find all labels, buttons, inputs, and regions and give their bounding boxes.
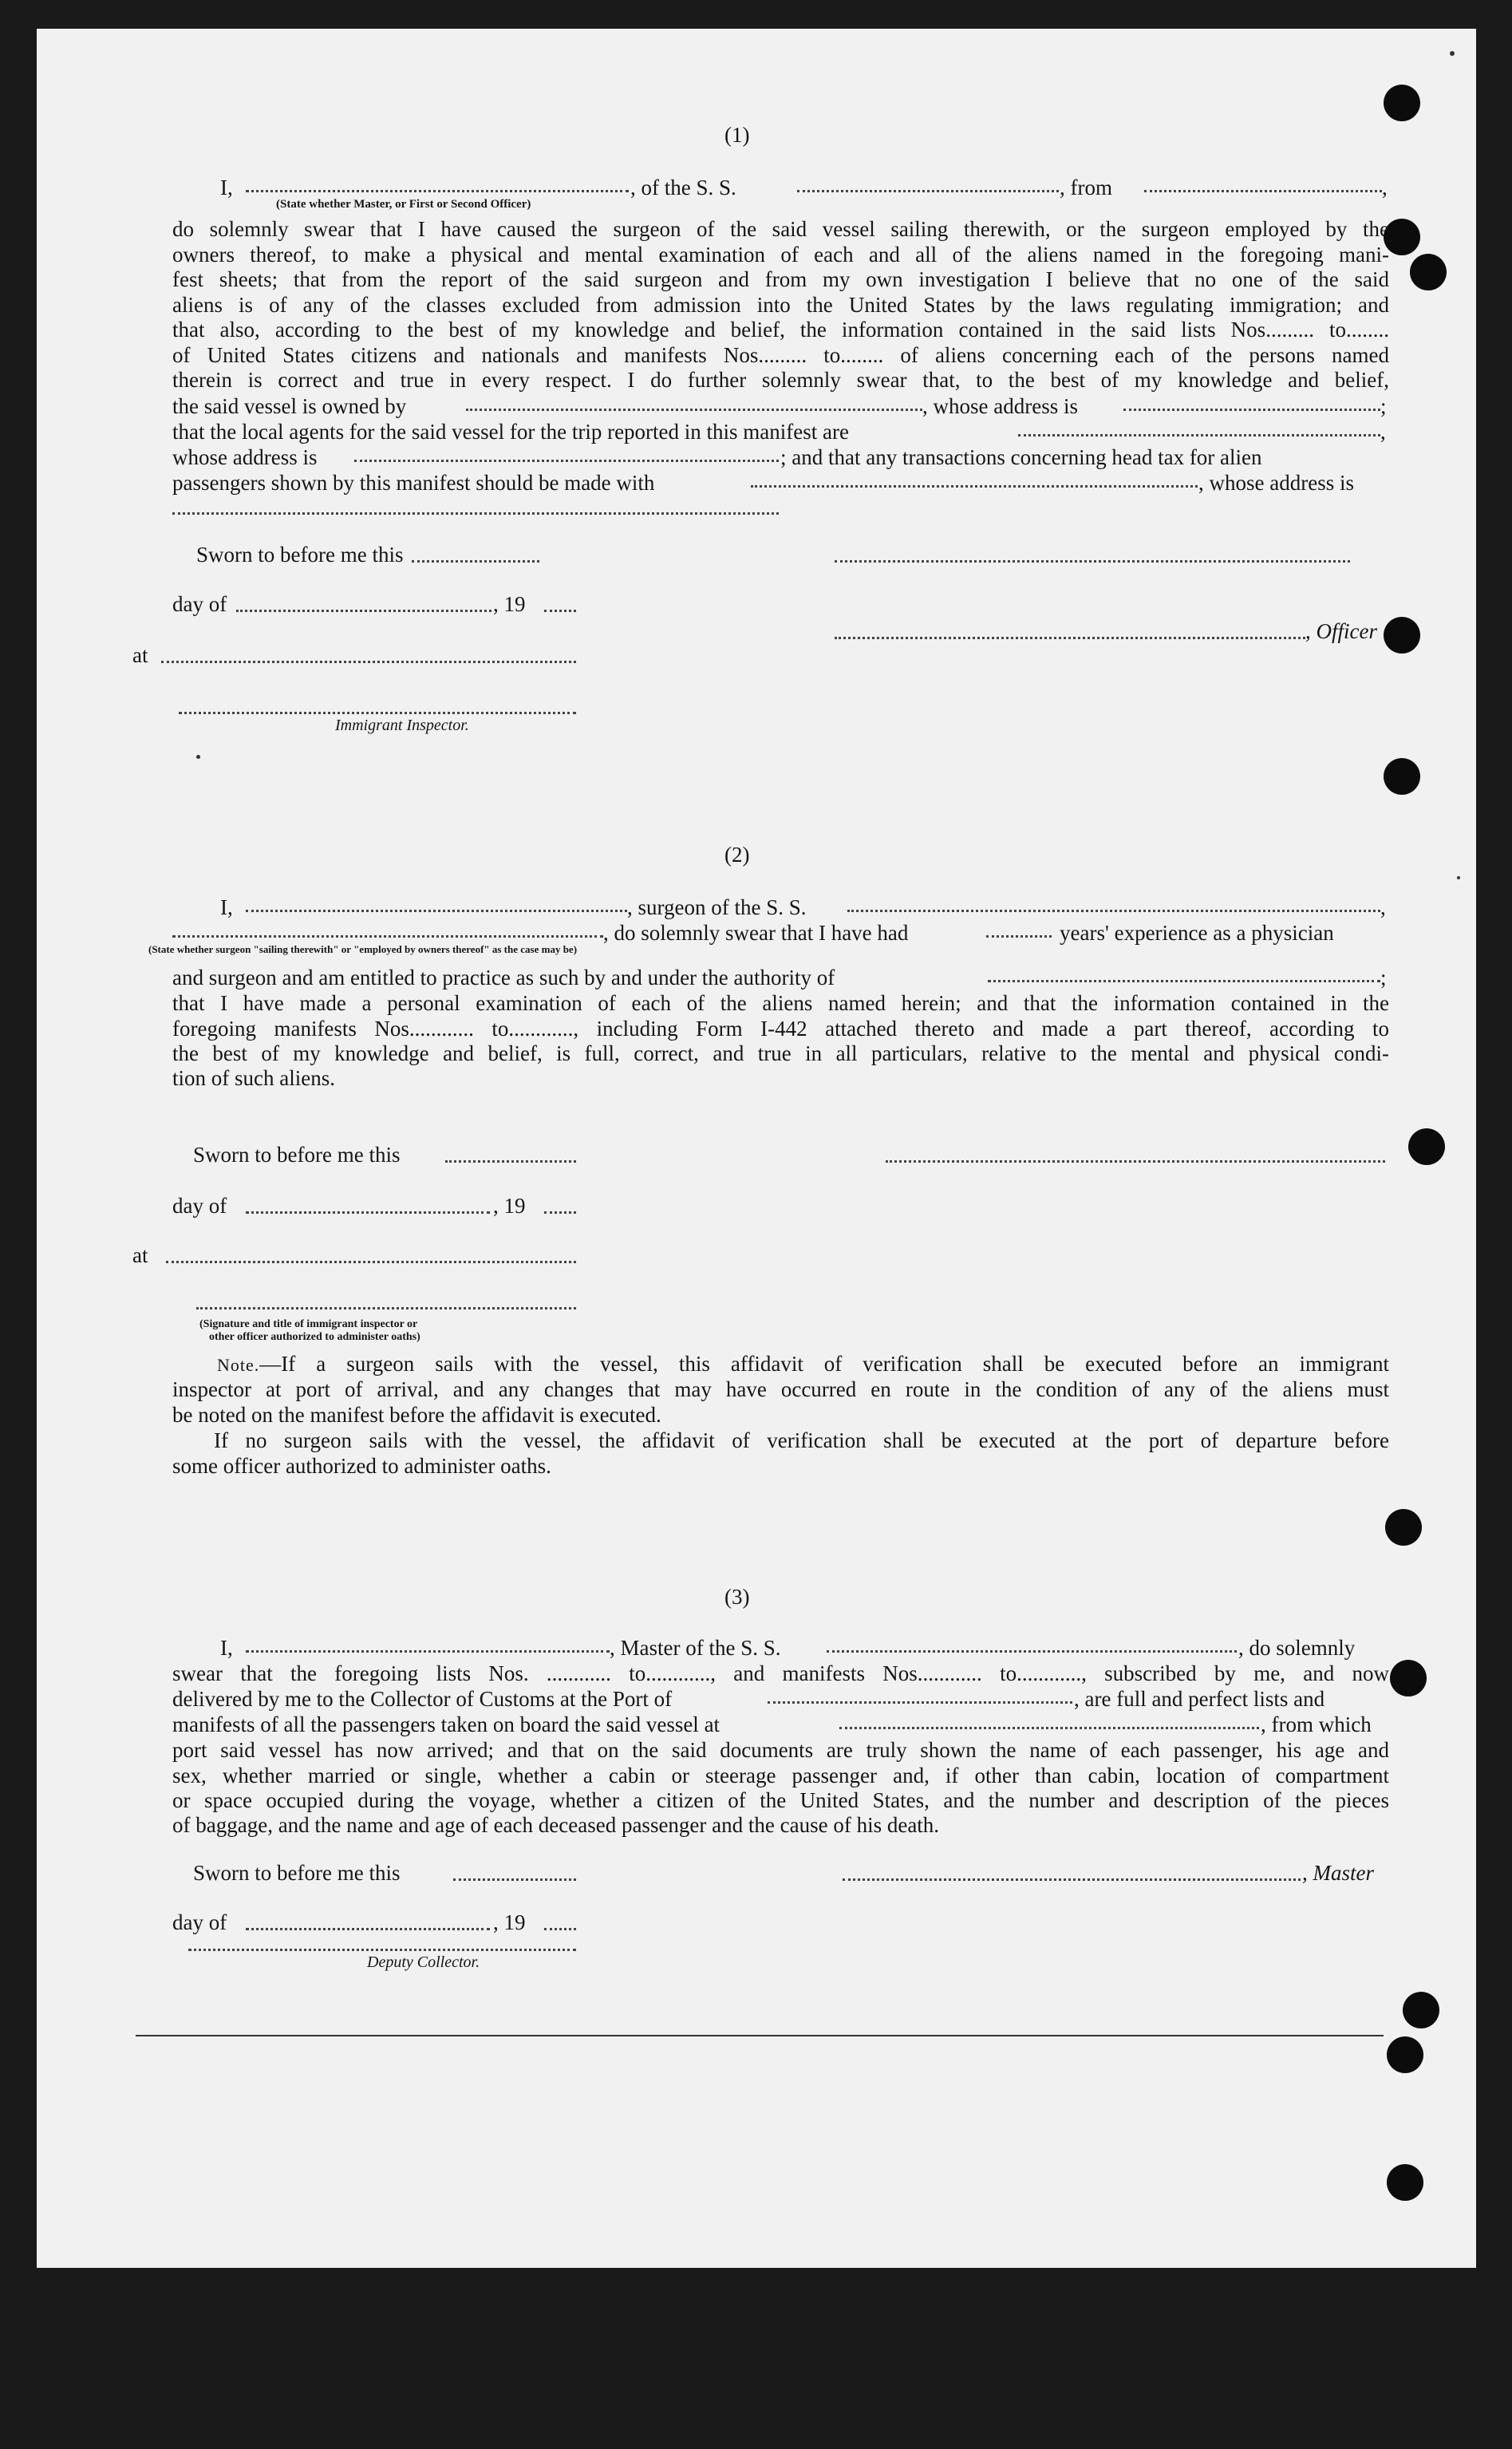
day-of-label: day of bbox=[172, 1194, 227, 1218]
surgeon-signature-field[interactable] bbox=[886, 1159, 1385, 1163]
officer-signature-field[interactable] bbox=[835, 559, 1350, 563]
punch-hole bbox=[1384, 758, 1420, 795]
swear-lists-line: swear that the foregoing lists Nos. ............ to............, and manifests Nos............ to............, subscribed by me, and now bbox=[172, 1661, 1389, 1685]
no-surgeon-last: some officer authorized to administer oaths. bbox=[172, 1454, 551, 1478]
surgeon-of-ss-label: , surgeon of the S. S. bbox=[627, 895, 807, 919]
agents-address-field[interactable] bbox=[354, 455, 779, 462]
years-experience-label: years' experience as a physician bbox=[1060, 921, 1334, 945]
deputy-caption: Deputy Collector. bbox=[367, 1953, 480, 1971]
body-line: aliens is of any of the classes excluded from admission into the United States by the laws regulating immigration; and bbox=[172, 292, 1389, 317]
note-line-2: inspector at port of arrival, and any changes that may have occurred en route in the condition of any of the aliens must bbox=[172, 1377, 1389, 1401]
no-surgeon-text: If no surgeon sails with the vessel, the affidavit of verification shall be executed at the port of departure before bbox=[214, 1428, 1389, 1452]
authority-label: and surgeon and am entitled to practice as such by and under the authority of bbox=[172, 966, 835, 989]
officer-label bbox=[1305, 619, 1377, 644]
delivered-line bbox=[172, 1687, 1389, 1712]
body-line: that I have made a personal examination of each of the aliens named herein; and that the information contained in the bbox=[172, 991, 1389, 1015]
local-agents-label: that the local agents for the said vessel for the trip reported in this manifest are bbox=[172, 420, 849, 444]
do-solemnly-label: , do solemnly swear that I have had bbox=[603, 921, 909, 945]
delivered-label: delivered by me to the Collector of Customs at the Port of bbox=[172, 1687, 673, 1711]
section-1-number: (1) bbox=[724, 123, 750, 147]
inspector-signature-field[interactable] bbox=[196, 1305, 576, 1309]
local-agents-line: that the local agents for the said vessel for the trip reported in this manifest are , bbox=[172, 420, 1386, 444]
body-line: do solemnly swear that I have caused the surgeon of the said vessel sailing therewith, or the surgeon employed by the bbox=[172, 217, 1389, 241]
whose-address-label: , whose address is bbox=[922, 394, 1078, 418]
pronoun-i: I, bbox=[220, 1636, 233, 1660]
pronoun-i: I, bbox=[220, 176, 233, 199]
agents-field[interactable] bbox=[1018, 429, 1380, 436]
section-3-number: (3) bbox=[724, 1585, 750, 1609]
body-line: the best of my knowledge and belief, is full, correct, and true in all particulars, relative to the mental and physical condi- bbox=[172, 1041, 1389, 1065]
body-line: foregoing manifests Nos............ to............, including Form I-442 attached thereto and made a part thereof, according to bbox=[172, 1016, 1389, 1041]
year-field[interactable] bbox=[544, 1926, 576, 1930]
year-label: , 19 bbox=[493, 1194, 526, 1218]
master-name-field[interactable] bbox=[246, 1645, 610, 1653]
note-line-1 bbox=[172, 1352, 1389, 1378]
whose-address-end: , whose address is bbox=[1198, 471, 1354, 495]
at-label: at bbox=[132, 1243, 148, 1267]
from-which-label: , from which bbox=[1261, 1712, 1372, 1736]
year-field[interactable] bbox=[544, 608, 576, 612]
punch-hole bbox=[1408, 1128, 1445, 1165]
body-line: therein is correct and true in every respect. I do further solemnly swear that, to the best of my knowledge and belief, bbox=[172, 368, 1389, 392]
month-field[interactable] bbox=[236, 608, 491, 612]
note-text: —If a surgeon sails with the vessel, this affidavit of verification shall be executed before an immigrant bbox=[259, 1352, 1389, 1376]
section-3-body bbox=[172, 1738, 1389, 1814]
agents-address-line bbox=[172, 445, 1389, 471]
officer-caption: (State whether Master, or First or Second Officer) bbox=[276, 198, 531, 211]
speck bbox=[196, 755, 200, 759]
master-of-ss-label: , Master of the S. S. bbox=[610, 1636, 781, 1660]
authority-line: and surgeon and am entitled to practice as such by and under the authority of ; bbox=[172, 966, 1387, 989]
section-2-number: (2) bbox=[724, 843, 750, 867]
punch-hole bbox=[1385, 1509, 1422, 1546]
at-place-field[interactable] bbox=[166, 1259, 576, 1263]
master-signature-field[interactable] bbox=[843, 1877, 1301, 1881]
body-line: of United States citizens and nationals and manifests Nos......... to........ of aliens concerning each of the persons named bbox=[172, 342, 1389, 367]
no-surgeon-line bbox=[172, 1428, 1389, 1454]
head-tax-contact-field[interactable] bbox=[751, 480, 1198, 488]
contact-address-field[interactable] bbox=[172, 511, 779, 515]
sworn-day-field[interactable] bbox=[412, 559, 539, 563]
sworn-label: Sworn to before me this bbox=[193, 1143, 401, 1167]
owned-by-label: the said vessel is owned by bbox=[172, 394, 407, 418]
bottom-divider bbox=[136, 2035, 1384, 2036]
pronoun-i: I, bbox=[220, 895, 233, 919]
passengers-text: passengers shown by this manifest should be made with bbox=[172, 471, 655, 495]
surgeon-vessel-field[interactable] bbox=[847, 905, 1380, 912]
body-line: or space occupied during the voyage, whether a citizen of the United States, and the number and description of the pieces bbox=[172, 1788, 1389, 1812]
punch-hole bbox=[1390, 1660, 1427, 1697]
surgeon-name-field[interactable] bbox=[246, 905, 627, 912]
section-1-body bbox=[172, 217, 1389, 393]
from-port-field[interactable] bbox=[1144, 185, 1382, 192]
sworn-day-field[interactable] bbox=[445, 1159, 576, 1163]
passengers-line bbox=[172, 471, 1389, 496]
owner-address-field[interactable] bbox=[1123, 404, 1380, 411]
full-perfect-label: , are full and perfect lists and bbox=[1074, 1687, 1325, 1711]
officer-text: , Officer bbox=[1305, 619, 1377, 643]
form-page: (1) I, , of the S. S. , from , (State whether Master, or First or Second Officer) do solemnly swear that I have caused the surgeon of the said vessel sailing therewith, or the surgeon employed by the owners thereof, to make a physical and mental examination of each and all of the aliens named in the foregoing mani- fest sheets; that from the report of the said surgeon and from my own investigation I believe that no one of the said aliens is of any of the classes excluded from admission into the United States by the laws regulating immigration; and that also, according to the best of my knowledge and belief, the information contained in the said lists Nos......... to........ of United States citizens and nationals and manifests Nos......... to........ of aliens concerning each of the persons named therein is correct and true in every respect. I do further solemnly swear that, to the best of my knowledge and belief, the said vessel is owned by , whose address is ; that the local agents for the said vessel for the trip reported in this manifest are , whose address is ; and that any transactions concerning head tax for alien passengers shown by this manifest should be made with , whose address is Sworn to before me this day of , 19 , Officer at Immigrant Inspector. (2) I, , surgeon of the S. S. , , do solemnly swear that I have had years' experience as a physician (State whether surgeon "sailing therewith" or "employed by owners thereof" as the case may be) and surgeon and am entitled to practice as such by and under the authority of ; that I have made a personal examination of each of the aliens named herein; and that the information contained in the foregoing manifests Nos............ to............, including Form I-442 attached thereto and made a part thereof, according to the best of my knowledge and belief, is full, correct, and true in all particulars, relative to the mental and physical condi- tion of such aliens. Sworn to before me this day of , 19 at (Signature and title of immigrant inspector or other officer authorized to administer oaths) Note.—If a surgeon sails with the vessel, this affidavit of verification shall be executed before an immigrant inspector at port of arrival, and any changes that may have occurred en route in the condition of any of the aliens must be noted on the manifest before the affidavit is executed. If no surgeon sails with the vessel, the affidavit of verification shall be executed at the port of departure before some officer authorized to administer oaths. (3) I, , Master of the S. S. , do solemnly swear that the foregoing lists Nos. ............ to............, and manifests Nos............ to............, subscribed by me, and now delivered by me to the Collector of Customs at the Port of , are full and perfect lists and manifests of all the passengers taken on board the said vessel at , from which port said vessel has now arrived; and that on the said documents are truly shown the name of each passenger, his age and sex, whether married or single, whether a cabin or steerage passenger and, if other than cabin, location of compartment or space occupied during the voyage, whether a citizen of the United States, and the number and description of the pieces of baggage, and the name and age of each deceased passenger and the cause of his death. Sworn to before me this , Master day of , 19 Deputy Collector. bbox=[37, 29, 1476, 2268]
of-ss-label: , of the S. S. bbox=[630, 176, 736, 199]
section-3-last-line: of baggage, and the name and age of each deceased passenger and the cause of his death. bbox=[172, 1813, 940, 1837]
speck bbox=[1457, 876, 1460, 879]
at-place-field[interactable] bbox=[161, 659, 576, 663]
body-line: that also, according to the best of my knowledge and belief, the information contained in the said lists Nos......... to........ bbox=[172, 318, 1389, 342]
boarding-port-field[interactable] bbox=[839, 1722, 1259, 1729]
punch-hole bbox=[1410, 254, 1447, 290]
punch-hole bbox=[1384, 617, 1420, 654]
manifests-line bbox=[172, 1712, 1389, 1738]
month-field[interactable] bbox=[246, 1210, 490, 1214]
surgeon-caption: (State whether surgeon "sailing therewith" or "employed by owners thereof" as the case may be) bbox=[148, 943, 578, 955]
section-2-body bbox=[172, 991, 1389, 1067]
speck bbox=[1450, 51, 1455, 56]
manifests-label: manifests of all the passengers taken on board the said vessel at bbox=[172, 1712, 720, 1736]
sworn-day-field[interactable] bbox=[453, 1877, 576, 1881]
year-label: , 19 bbox=[493, 1910, 526, 1934]
day-of-label: day of bbox=[172, 1910, 227, 1934]
section-2-last-line: tion of such aliens. bbox=[172, 1066, 335, 1090]
authority-field[interactable] bbox=[988, 975, 1380, 982]
master-label bbox=[1302, 1861, 1374, 1886]
punch-hole bbox=[1387, 2164, 1423, 2201]
from-label: , from bbox=[1060, 176, 1112, 199]
year-field[interactable] bbox=[544, 1210, 576, 1214]
vessel-name-field[interactable] bbox=[797, 185, 1059, 192]
day-of-label: day of bbox=[172, 592, 227, 616]
sworn-label: Sworn to before me this bbox=[196, 543, 404, 567]
master-text: , Master bbox=[1302, 1861, 1374, 1885]
sworn-label: Sworn to before me this bbox=[193, 1861, 401, 1885]
year-label: , 19 bbox=[493, 592, 526, 616]
inspector-signature-field[interactable] bbox=[179, 710, 576, 714]
head-tax-text: ; and that any transactions concerning head tax for alien bbox=[780, 445, 1262, 469]
month-field[interactable] bbox=[246, 1926, 490, 1930]
body-line: port said vessel has now arrived; and that on the said documents are truly shown the name of each passenger, his age and bbox=[172, 1738, 1389, 1762]
note-last-line: be noted on the manifest before the affidavit is executed. bbox=[172, 1403, 661, 1427]
owned-by-line: the said vessel is owned by , whose address is ; bbox=[172, 394, 1387, 418]
officer-title-field[interactable] bbox=[835, 635, 1305, 639]
signature-caption-2: other officer authorized to administer oaths) bbox=[209, 1331, 420, 1343]
agents-address-label: whose address is bbox=[172, 445, 318, 469]
port-field[interactable] bbox=[768, 1697, 1072, 1704]
punch-hole bbox=[1384, 85, 1420, 121]
at-label: at bbox=[132, 643, 148, 667]
inspector-caption: Immigrant Inspector. bbox=[335, 717, 469, 734]
owner-field[interactable] bbox=[466, 404, 922, 411]
surgeon-status-field[interactable] bbox=[172, 930, 603, 938]
officer-name-field[interactable] bbox=[246, 185, 629, 192]
master-vessel-field[interactable] bbox=[827, 1645, 1237, 1653]
years-field[interactable] bbox=[986, 930, 1052, 938]
deputy-signature-field[interactable] bbox=[188, 1947, 576, 1951]
signature-caption-1: (Signature and title of immigrant inspector or bbox=[199, 1318, 418, 1330]
punch-hole bbox=[1403, 1992, 1439, 2028]
body-line: fest sheets; that from the report of the said surgeon and from my own investigation I believe that no one of the said bbox=[172, 267, 1389, 291]
do-solemnly-label: , do solemnly bbox=[1238, 1636, 1356, 1660]
note-label: Note. bbox=[217, 1355, 260, 1375]
body-line: sex, whether married or single, whether a cabin or steerage passenger and, if other than cabin, location of compartment bbox=[172, 1763, 1389, 1787]
punch-hole bbox=[1387, 2036, 1423, 2073]
body-line: owners thereof, to make a physical and mental examination of each and all of the aliens named in the foregoing mani- bbox=[172, 242, 1389, 267]
